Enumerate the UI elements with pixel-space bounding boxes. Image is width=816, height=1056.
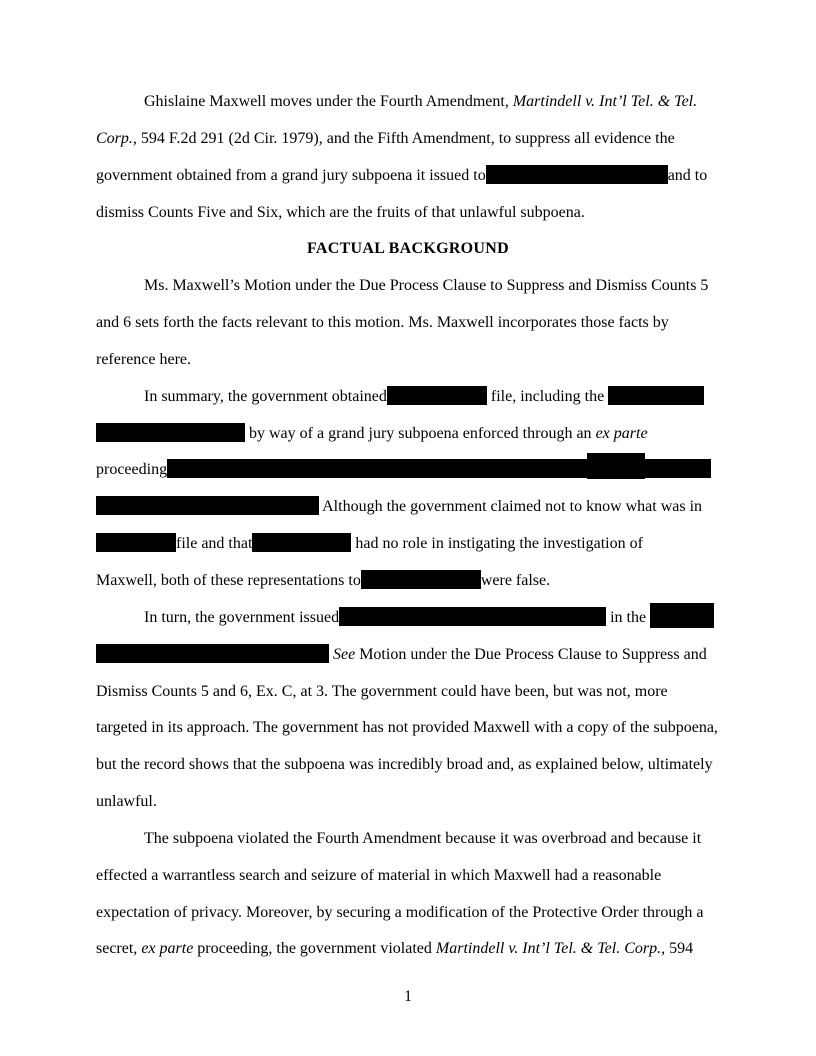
redaction-box — [361, 570, 481, 589]
section-heading — [96, 231, 720, 268]
body-text: dismiss Counts Five and Six, which are the fruits of that unlawful subpoena. — [96, 203, 585, 221]
redaction-box — [96, 496, 319, 515]
body-text: proceeding — [96, 461, 168, 479]
text-line — [96, 121, 720, 158]
text-line — [96, 784, 720, 821]
text-line — [96, 416, 720, 453]
italic-text: ex parte — [595, 424, 648, 442]
text-line — [96, 489, 720, 526]
body-text: Although the government claimed not to know what was in — [319, 498, 703, 516]
body-text: Motion under the Due Process Clause to Suppress and — [355, 645, 707, 663]
body-text: in the — [606, 608, 651, 626]
redaction-box — [486, 165, 668, 184]
text-line — [96, 821, 720, 858]
body-text: by way of a grand jury subpoena enforced through an — [245, 424, 596, 442]
body-text: Maxwell, both of these representations to — [96, 571, 361, 589]
body-text: file and that — [176, 535, 253, 553]
redaction-box — [608, 386, 704, 405]
body-text: 594 — [665, 940, 694, 958]
body-text: and 6 sets forth the facts relevant to this motion. Ms. Maxwell incorporates those facts by — [96, 314, 669, 332]
body-text: effected a warrantless search and seizure of material in which Maxwell had a reasonable — [96, 866, 662, 884]
text-line — [96, 637, 720, 674]
body-text: In turn, the government issued — [144, 608, 340, 626]
redaction-box — [387, 386, 487, 405]
body-text: proceeding, the government violated — [193, 940, 436, 958]
text-line — [96, 452, 720, 489]
body-text: Ghislaine Maxwell moves under the Fourth Amendment, — [144, 93, 513, 110]
redaction-box — [252, 533, 351, 552]
italic-text: Martindell v. Int’l Tel. & Tel. Corp., — [435, 940, 666, 958]
body-text: unlawful. — [96, 793, 157, 811]
body-text: but the record shows that the subpoena was incredibly broad and, as explained below, ultimately — [96, 756, 713, 774]
body-text: FACTUAL BACKGROUND — [306, 240, 509, 258]
redaction-box — [650, 603, 714, 628]
body-text: targeted in its approach. The government has not provided Maxwell with a copy of the subpoena, — [96, 719, 718, 737]
redaction-box — [587, 453, 645, 479]
body-text: The subpoena violated the Fourth Amendment because it was overbroad and because it — [144, 829, 702, 847]
italic-text: Martindell v. Int’l Tel. & Tel. — [512, 93, 698, 110]
text-line — [96, 526, 720, 563]
text-line — [96, 342, 720, 379]
redaction-box — [96, 423, 245, 442]
text-line — [96, 674, 720, 711]
text-line — [96, 710, 720, 747]
body-text: had no role in instigating the investigation of — [351, 535, 643, 553]
text-line — [96, 858, 720, 895]
text-line — [96, 158, 720, 195]
body-text: expectation of privacy. Moreover, by securing a modification of the Protective Order through a — [96, 903, 704, 921]
body-text: 594 F.2d 291 (2d Cir. 1979), and the Fifth Amendment, to suppress all evidence the — [136, 129, 675, 147]
redaction-box — [167, 459, 587, 478]
text-line — [96, 563, 720, 600]
body-text: reference here. — [96, 350, 192, 368]
body-text: Ms. Maxwell’s Motion under the Due Process Clause to Suppress and Dismiss Counts 5 — [144, 277, 709, 295]
redaction-box — [339, 607, 606, 626]
italic-text: See — [333, 645, 356, 663]
text-line — [96, 84, 720, 121]
body-text: In summary, the government obtained — [144, 387, 387, 405]
document-body — [96, 84, 720, 968]
text-line — [96, 195, 720, 232]
body-text: government obtained from a grand jury subpoena it issued to — [96, 166, 486, 184]
body-text: file, including the — [486, 387, 609, 405]
text-line — [96, 268, 720, 305]
text-line — [96, 747, 720, 784]
redaction-box — [96, 644, 329, 663]
page-number: 1 — [404, 988, 412, 1005]
body-text: and to — [667, 166, 708, 184]
italic-text: ex parte — [141, 940, 194, 958]
body-text: were false. — [480, 571, 551, 589]
redaction-box — [645, 459, 711, 478]
text-line — [96, 895, 720, 932]
text-line — [96, 600, 720, 637]
body-text: Dismiss Counts 5 and 6, Ex. C, at 3. The government could have been, but was not, more — [96, 682, 668, 700]
text-line — [96, 931, 720, 968]
body-text: secret, — [96, 940, 142, 958]
italic-text: Corp., — [96, 129, 137, 147]
text-line — [96, 379, 720, 416]
text-line — [96, 305, 720, 342]
redaction-box — [96, 533, 176, 552]
